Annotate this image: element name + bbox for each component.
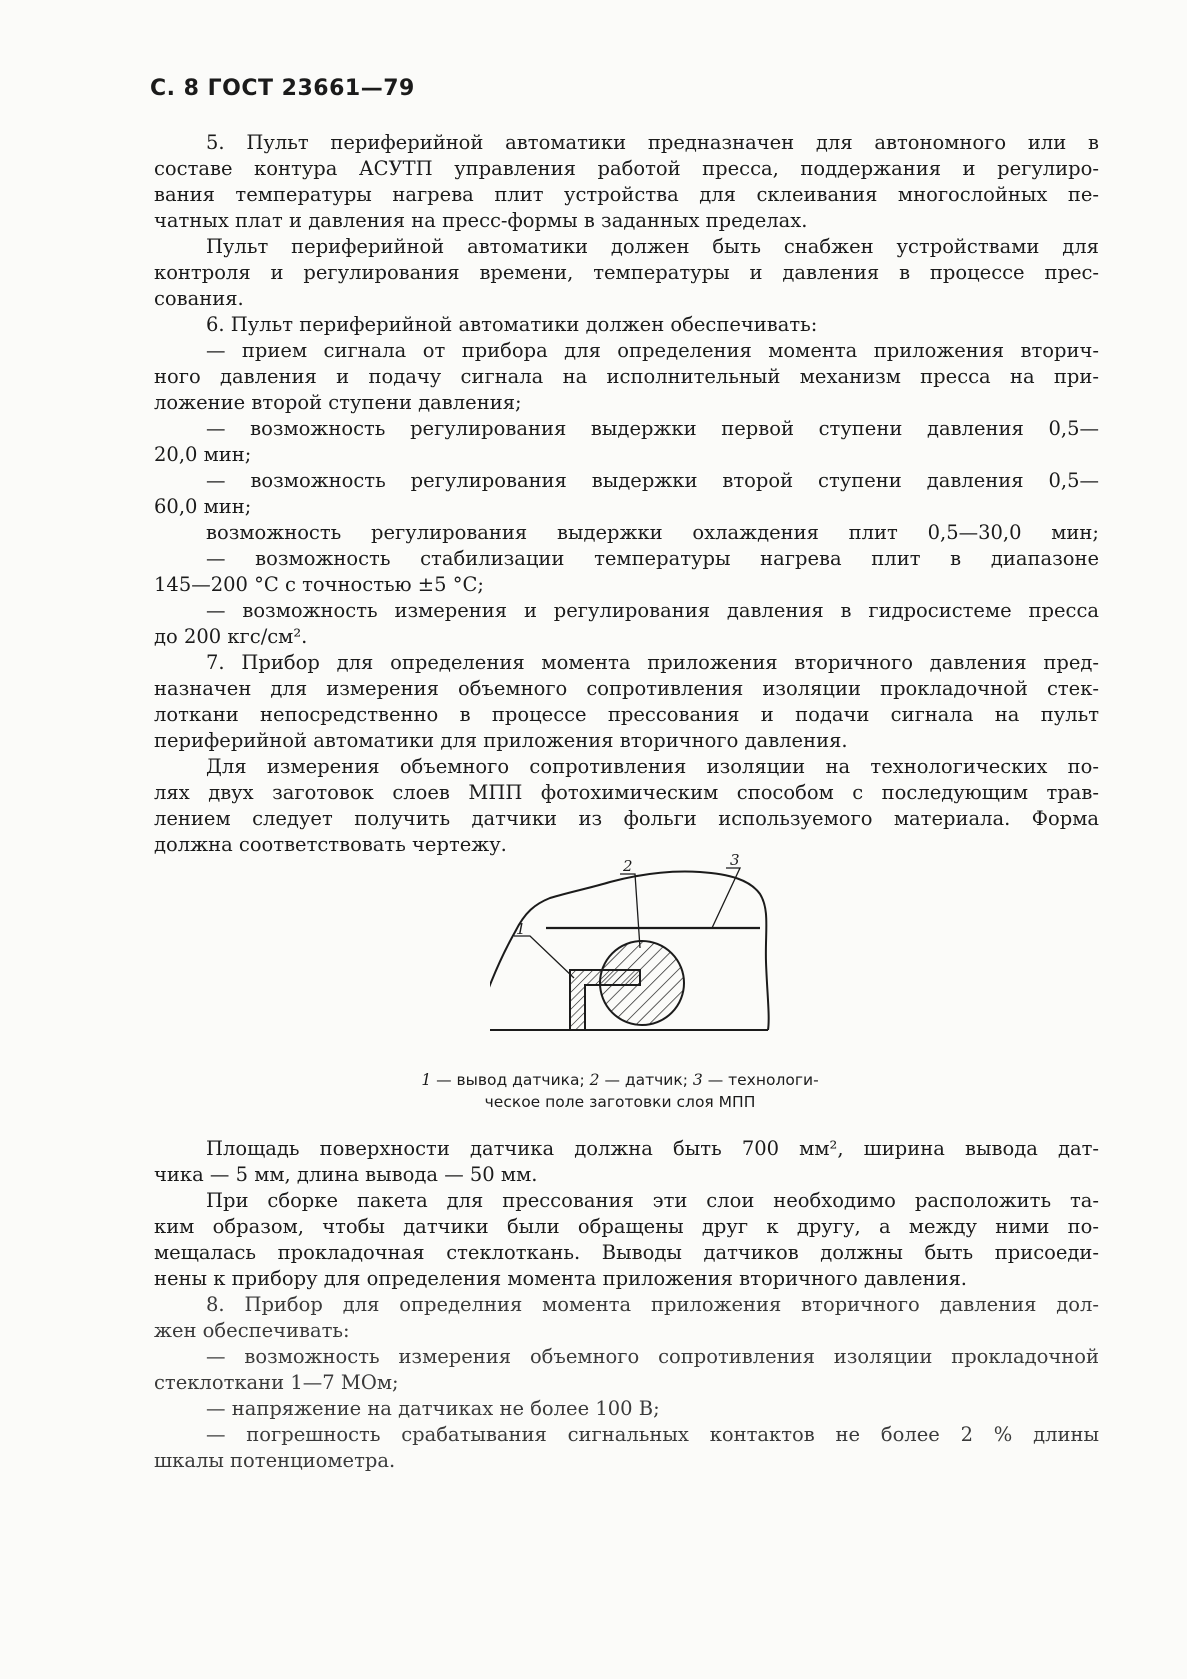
text-line: ложение второй ступени давления; — [154, 391, 522, 414]
text-line: — погрешность срабатывания сигнальных контактов не более 2 % длины — [206, 1423, 1099, 1446]
caption-num-3: 3 — [692, 1071, 703, 1089]
text-line: контроля и регулирования времени, температуры и давления в процессе прес- — [154, 261, 1099, 284]
text-line: жен обеспечивать: — [154, 1319, 350, 1342]
caption-line-1 — [340, 1069, 900, 1091]
text-line: составе контура АСУТП управления работой пресса, поддержания и регулиро- — [154, 157, 1099, 180]
text-line: Для измерения объемного сопротивления изоляции на технологических по- — [206, 755, 1099, 778]
text-line: назначен для измерения объемного сопротивления изоляции прокладочной стек- — [154, 677, 1099, 700]
figure-label-3: 3 — [730, 852, 740, 869]
text-line: — возможность регулирования выдержки второй ступени давления 0,5— — [206, 469, 1099, 492]
text-line: вания температуры нагрева плит устройства для склеивания многослойных пе- — [154, 183, 1099, 206]
text-line: 60,0 мин; — [154, 495, 252, 518]
text-line: лением следует получить датчики из фольги используемого материала. Форма — [154, 807, 1099, 830]
text-line: лях двух заготовок слоев МПП фотохимическим способом с последующим трав- — [154, 781, 1099, 804]
text-line: нены к прибору для определения момента приложения вторичного давления. — [154, 1267, 967, 1290]
text-line: — возможность стабилизации температуры нагрева плит в диапазоне — [206, 547, 1099, 570]
leader-1 — [514, 936, 574, 978]
sensor-disc — [600, 941, 684, 1025]
text-line: стеклоткани 1—7 МОм; — [154, 1371, 399, 1394]
text-line: Пульт периферийной автоматики должен быть снабжен устройствами для — [206, 235, 1099, 258]
text-line: сования. — [154, 287, 244, 310]
figure-label-2: 2 — [623, 857, 633, 875]
text-line: 6. Пульт периферийной автоматики должен обеспечивать: — [206, 313, 818, 336]
text-line: 8. Прибор для определния момента приложения вторичного давления дол- — [206, 1293, 1099, 1316]
text-line: — прием сигнала от прибора для определения момента приложения вторич- — [206, 339, 1099, 362]
leader-3 — [712, 868, 740, 928]
text-line: ким образом, чтобы датчики были обращены друг к другу, а между ними по- — [154, 1215, 1099, 1238]
text-line: чика — 5 мм, длина вывода — 50 мм. — [154, 1163, 538, 1186]
text-line: должна соответствовать чертежу. — [154, 833, 507, 856]
text-line: шкалы потенциометра. — [154, 1449, 396, 1472]
text-line: — напряжение на датчиках не более 100 В; — [206, 1397, 660, 1420]
caption-text-2: — датчик; — [599, 1071, 693, 1089]
figure-label-1: 1 — [516, 920, 526, 938]
text-line: возможность регулирования выдержки охлаждения плит 0,5—30,0 мин; — [206, 521, 1099, 544]
caption-line-2: ческое поле заготовки слоя МПП — [484, 1093, 756, 1111]
text-block-1 — [154, 130, 1099, 858]
text-line: Площадь поверхности датчика должна быть 700 мм², ширина вывода дат- — [206, 1137, 1099, 1160]
text-line: чатных плат и давления на пресс-формы в заданных пределах. — [154, 209, 808, 232]
caption-text-1: — вывод датчика; — [431, 1071, 590, 1089]
text-line: 145—200 °С с точностью ±5 °С; — [154, 573, 484, 596]
text-line: 5. Пульт периферийной автоматики предназначен для автономного или в — [206, 131, 1099, 154]
sensor-drawing — [490, 852, 790, 1052]
text-line: — возможность измерения и регулирования давления в гидросистеме пресса — [206, 599, 1099, 622]
text-line: 7. Прибор для определения момента приложения вторичного давления пред- — [206, 651, 1099, 674]
caption-text-3: — технологи- — [702, 1071, 819, 1089]
text-line: — возможность регулирования выдержки первой ступени давления 0,5— — [206, 417, 1099, 440]
leader-2 — [620, 874, 640, 948]
caption-num-1: 1 — [421, 1071, 432, 1089]
text-line: периферийной автоматики для приложения вторичного давления. — [154, 729, 848, 752]
caption-num-2: 2 — [589, 1071, 600, 1089]
text-line: до 200 кгс/см². — [154, 625, 308, 648]
text-line: ного давления и подачу сигнала на исполнительный механизм пресса на при- — [154, 365, 1099, 388]
figure-caption — [340, 1069, 900, 1113]
text-line: — возможность измерения объемного сопротивления изоляции прокладочной — [206, 1345, 1099, 1368]
text-line: мещалась прокладочная стеклоткань. Выводы датчиков должны быть присоеди- — [154, 1241, 1099, 1264]
text-block-2 — [154, 1136, 1099, 1474]
text-line: 20,0 мин; — [154, 443, 252, 466]
text-line: При сборке пакета для прессования эти слои необходимо расположить та- — [206, 1189, 1099, 1212]
text-line: лоткани непосредственно в процессе прессования и подачи сигнала на пульт — [154, 703, 1099, 726]
page-header: С. 8 ГОСТ 23661—79 — [150, 76, 415, 101]
